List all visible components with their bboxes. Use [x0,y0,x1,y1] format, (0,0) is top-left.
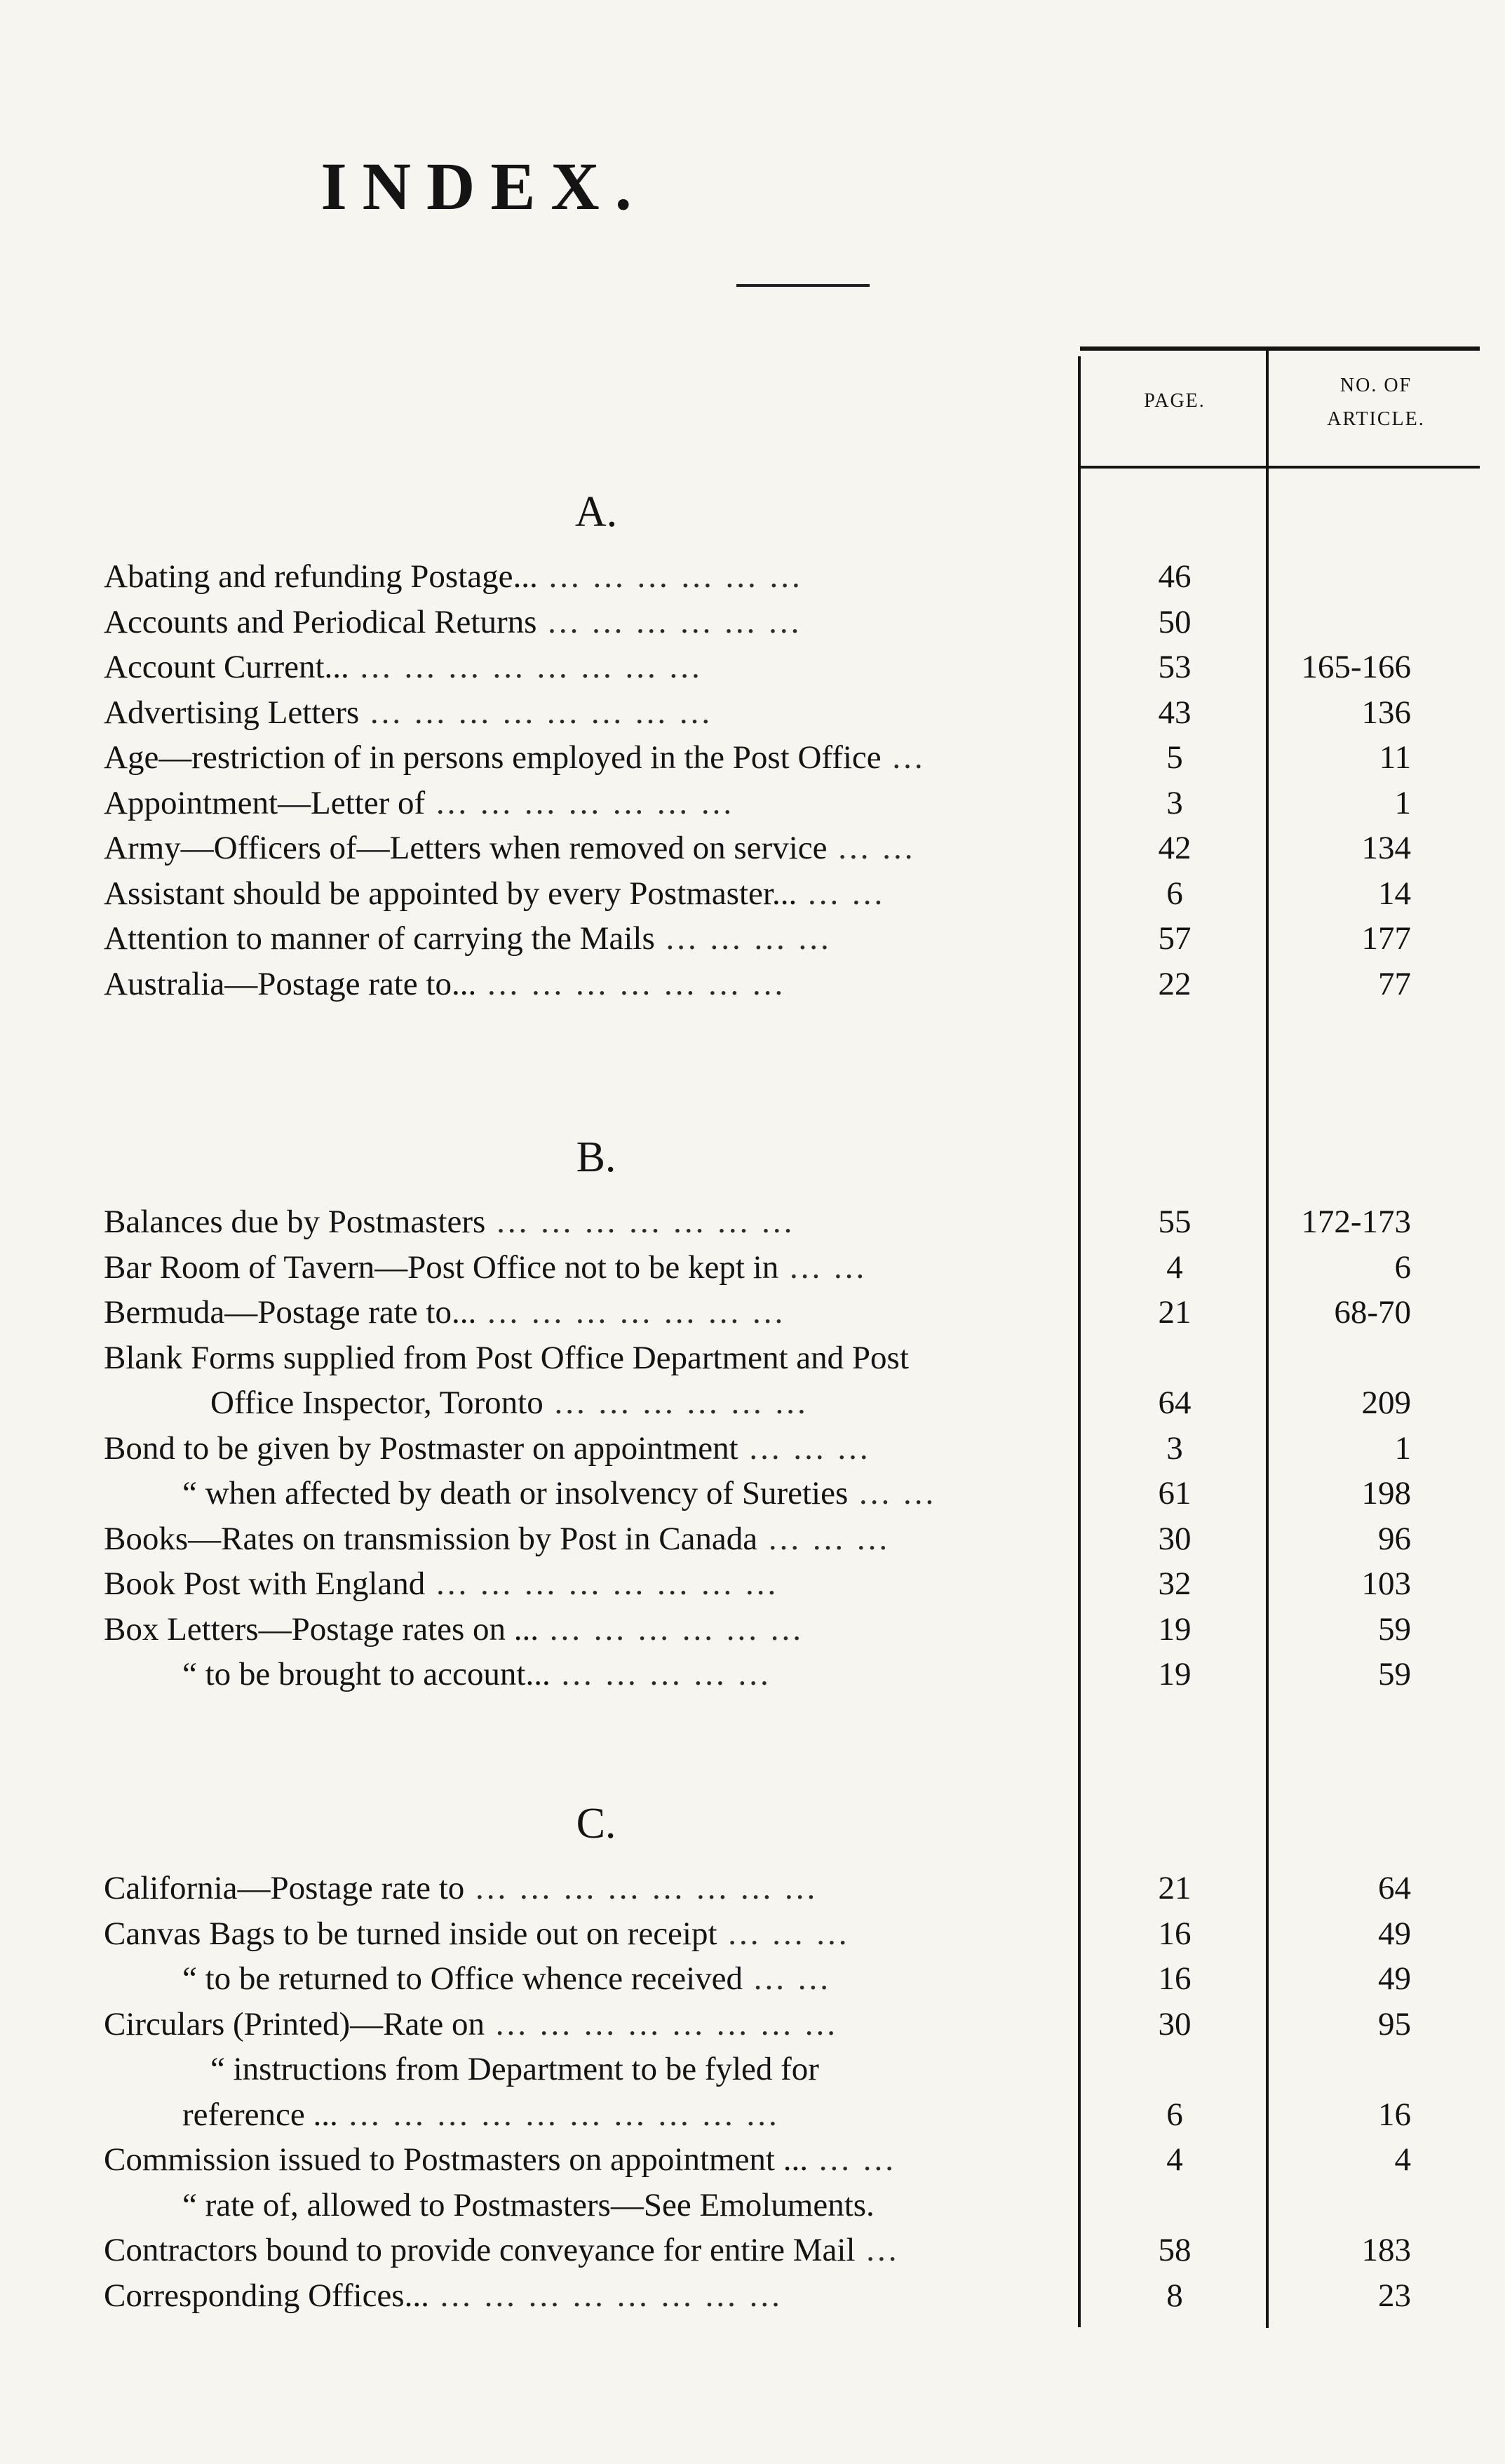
entry-text: “ to be brought to account... [182,1656,551,1692]
index-row [0,1290,1505,1335]
index-entry [104,1245,1072,1290]
page-number: 55 [1158,1204,1192,1240]
page-number: 19 [1158,1610,1192,1648]
leader-dots: ... ... ... ... ... ... ... [425,784,735,821]
page-number: 21 [1158,1870,1192,1906]
entry-text: Abating and refunding Postage... [104,558,538,595]
column-header-article-line2: ARTICLE. [1327,408,1425,430]
index-entry [104,690,1072,735]
leader-dots: ... ... ... ... ... ... ... ... [425,1566,779,1602]
article-number: 136 [1361,694,1411,731]
leader-dots: ... ... ... ... ... ... ... ... [484,2005,838,2042]
page-number: 58 [1158,2232,1192,2268]
entry-text: Box Letters—Postage rates on ... [104,1610,539,1648]
index-row [0,2137,1505,2182]
index-row [0,2092,1505,2137]
page-title: INDEX. [320,149,647,224]
leader-dots: ... ... ... ... ... ... ... ... ... ... [337,2096,780,2133]
index-entry [182,2092,1072,2137]
index-row [0,600,1505,645]
entry-text: Office Inspector, Toronto [210,1385,544,1421]
leader-dots: ... ... ... ... ... ... ... [476,1294,786,1331]
index-entry [104,1290,1072,1335]
index-row [0,826,1505,870]
column-header-article-line1: NO. OF [1339,375,1412,396]
index-row [0,962,1505,1007]
index-row [0,554,1505,599]
article-number: 14 [1378,875,1411,912]
index-row [0,871,1505,916]
index-entry [104,1516,1072,1561]
page-number: 46 [1158,558,1192,595]
index-entry [104,554,1072,599]
entry-text: Assistant should be appointed by every Postmaster... [104,875,797,912]
page-number: 4 [1166,2141,1183,2178]
article-number: 49 [1378,1960,1411,1997]
index-row [0,1516,1505,1561]
index-row [0,1607,1505,1652]
leader-dots: ... ... ... ... ... ... ... ... [359,694,713,731]
index-entry [182,1956,1072,2001]
entry-text: Age—restriction of in persons employed in the Post Office [104,739,882,776]
article-number: 77 [1378,965,1411,1002]
article-number: 64 [1378,1870,1411,1906]
entry-text: Balances due by Postmasters [104,1204,486,1240]
entry-text: Corresponding Offices... [104,2277,429,2314]
leader-dots: ... ... ... ... ... [550,1656,771,1692]
index-row [0,916,1505,961]
article-number: 23 [1378,2277,1411,2314]
page-number: 19 [1158,1656,1192,1692]
page-number: 3 [1166,1429,1183,1467]
article-number: 177 [1361,920,1411,957]
leader-dots: ... ... ... ... ... ... [543,1385,809,1421]
page-number: 64 [1158,1385,1192,1421]
table-header-rule [1080,466,1480,469]
page-number: 57 [1158,920,1192,957]
index-row [0,2228,1505,2273]
page-number: 22 [1158,965,1192,1002]
entry-text: “ rate of, allowed to Postmasters—See Emoluments. [182,2186,875,2223]
page-number: 50 [1158,603,1192,640]
index-row [0,1471,1505,1516]
leader-dots: ... ... ... [717,1915,850,1952]
entry-text: Bermuda—Postage rate to... [104,1294,477,1331]
entry-text: “ to be returned to Office whence received [182,1960,743,1997]
page-number: 30 [1158,1520,1192,1557]
index-entry [104,600,1072,645]
leader-dots: ... ... ... ... ... ... ... ... [464,1870,818,1906]
entry-text: Commission issued to Postmasters on appointment ... [104,2141,808,2178]
section-letter: A. [574,488,618,536]
index-row [0,1561,1505,1606]
article-number: 59 [1378,1656,1411,1692]
index-row [0,1335,1505,1380]
index-entry [104,781,1072,826]
entry-text: Canvas Bags to be turned inside out on receipt [104,1915,717,1952]
page-number: 6 [1166,875,1183,912]
page-number: 53 [1158,649,1192,685]
leader-dots: ... ... ... ... ... ... ... ... [428,2277,783,2314]
article-number: 172-173 [1301,1204,1411,1240]
page-number: 3 [1166,784,1183,821]
leader-dots: ... ... ... ... [654,920,832,957]
entry-text: Bar Room of Tavern—Post Office not to be kept in [104,1248,779,1286]
leader-dots: ... ... [848,1475,937,1512]
entry-text: Blank Forms supplied from Post Office Department and Post [104,1339,909,1376]
article-number: 1 [1394,784,1411,821]
page-number: 42 [1158,830,1192,866]
entry-text: California—Postage rate to [104,1870,465,1906]
article-number: 59 [1378,1610,1411,1648]
article-number: 68-70 [1334,1294,1411,1331]
index-entry [104,645,1072,689]
article-number: 165-166 [1301,649,1411,685]
entry-text: Appointment—Letter of [104,784,426,821]
index-row [0,781,1505,826]
page-number: 8 [1166,2277,1183,2314]
page-number: 5 [1166,739,1183,776]
index-entry [104,871,1072,916]
index-entry [182,1471,1072,1516]
index-entry [104,1199,1072,1244]
article-number: 16 [1378,2096,1411,2133]
entry-text: Contractors bound to provide conveyance for entire Mail [104,2232,856,2268]
leader-dots: ... ... ... ... ... ... [539,1610,804,1648]
leader-dots: ... ... ... ... ... ... [536,603,802,640]
entry-text: “ when affected by death or insolvency of Sureties [182,1475,849,1512]
index-row [0,2047,1505,2092]
index-entry [104,1426,1072,1471]
entry-text: Books—Rates on transmission by Post in Canada [104,1520,758,1557]
index-entry [104,2273,1072,2318]
index-entry [182,1652,1072,1697]
index-entry [104,2002,1072,2047]
title-rule [736,284,870,287]
page-number: 21 [1158,1294,1192,1331]
leader-dots: ... ... ... [738,1429,871,1467]
index-row [0,1956,1505,2001]
article-number: 95 [1378,2005,1411,2042]
entry-text: Accounts and Periodical Returns [104,603,537,640]
article-number: 134 [1361,830,1411,866]
article-number: 49 [1378,1915,1411,1952]
entry-text: Circulars (Printed)—Rate on [104,2005,485,2042]
entry-text: “ instructions from Department to be fyled for [210,2051,819,2087]
entry-text: Book Post with England [104,1566,426,1602]
leader-dots: ... ... ... [757,1520,891,1557]
index-row [0,1245,1505,1290]
index-entry [104,1561,1072,1606]
index-row [0,690,1505,735]
index-entry [104,2137,1072,2182]
leader-dots: ... [855,2232,900,2268]
index-row [0,2183,1505,2228]
entry-text: Australia—Postage rate to... [104,965,477,1002]
column-header-article [1271,369,1481,436]
entry-text: reference ... [182,2096,338,2133]
index-row [0,2273,1505,2318]
entry-text: Army—Officers of—Letters when removed on service [104,830,828,866]
index-row [0,1199,1505,1244]
page-number: 30 [1158,2005,1192,2042]
entry-text: Bond to be given by Postmaster on appointment [104,1429,738,1467]
page-number: 16 [1158,1960,1192,1997]
index-row [0,735,1505,780]
index-entry [104,1911,1072,1956]
leader-dots: ... ... ... ... ... ... ... [485,1204,795,1240]
index-row [0,1911,1505,1956]
article-number: 1 [1394,1429,1411,1467]
article-number: 11 [1379,739,1411,776]
article-number: 198 [1361,1475,1411,1512]
section-letter: C. [576,1800,616,1847]
leader-dots: ... ... ... ... ... ... [537,558,803,595]
leader-dots: ... ... ... ... ... ... ... ... [349,649,703,685]
article-number: 209 [1361,1385,1411,1421]
leader-dots: ... ... [807,2141,896,2178]
index-entry [210,2047,1072,2092]
leader-dots: ... ... ... ... ... ... ... [476,965,786,1002]
index-row [0,1652,1505,1697]
page-number: 6 [1166,2096,1183,2133]
page-number: 32 [1158,1566,1192,1602]
leader-dots: ... [881,739,926,776]
section-letter: B. [576,1133,616,1181]
index-entry [210,1380,1072,1425]
index-entry [104,916,1072,961]
article-number: 96 [1378,1520,1411,1557]
table-top-rule [1080,346,1480,351]
article-number: 6 [1394,1248,1411,1286]
index-row [0,2002,1505,2047]
entry-text: Attention to manner of carrying the Mails [104,920,655,957]
article-number: 183 [1361,2232,1411,2268]
index-entry [104,2228,1072,2273]
page-number: 43 [1158,694,1192,731]
leader-dots: ... ... [797,875,886,912]
leader-dots: ... ... [778,1248,868,1286]
entry-text: Advertising Letters [104,694,360,731]
article-number: 4 [1394,2141,1411,2178]
page-number: 61 [1158,1475,1192,1512]
index-entry [182,2183,1072,2228]
index-row [0,645,1505,689]
index-row [0,1380,1505,1425]
leader-dots: ... ... [827,830,916,866]
page-number: 16 [1158,1915,1192,1952]
page-number: 4 [1166,1248,1183,1286]
article-number: 103 [1361,1566,1411,1602]
index-entry [104,1335,1072,1380]
index-row [0,1426,1505,1471]
index-row [0,1866,1505,1911]
leader-dots: ... ... [743,1960,832,1997]
column-header-page: PAGE. [1144,390,1206,412]
index-entry [104,962,1072,1007]
index-entry [104,1607,1072,1652]
index-entry [104,735,1072,780]
entry-text: Account Current... [104,649,349,685]
index-entry [104,1866,1072,1911]
index-entry [104,826,1072,870]
